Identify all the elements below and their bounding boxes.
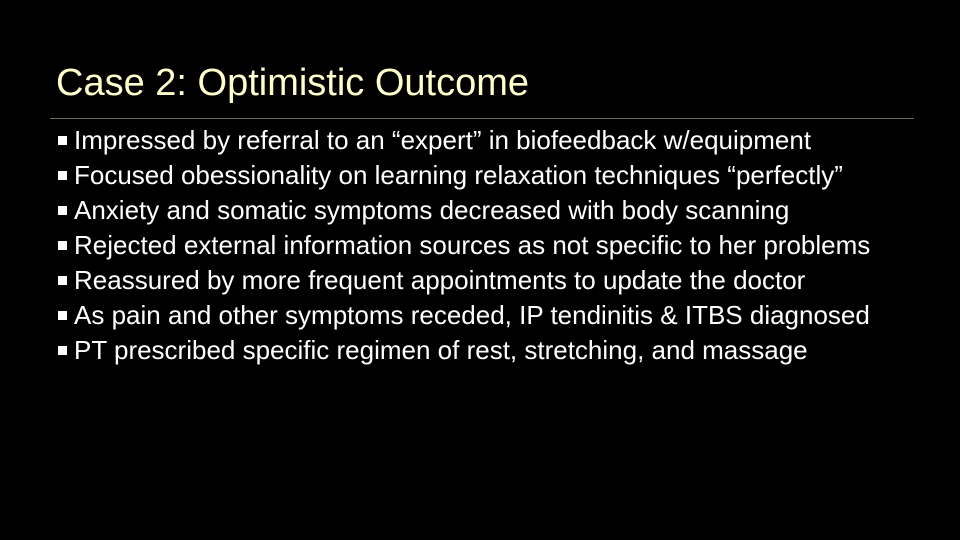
slide-title: Case 2: Optimistic Outcome: [56, 62, 530, 104]
bullet-text: PT prescribed specific regimen of rest, stretching, and massage: [74, 335, 808, 365]
square-bullet-icon: [58, 136, 67, 145]
bullet-item: [56, 126, 936, 155]
bullet-item: [56, 161, 936, 190]
square-bullet-icon: [58, 241, 67, 250]
bullet-text: Anxiety and somatic symptoms decreased with body scanning: [74, 195, 790, 225]
square-bullet-icon: [58, 206, 67, 215]
bullet-text: Rejected external information sources as not specific to her problems: [74, 230, 871, 260]
bullet-item: [56, 301, 936, 330]
bullet-text: Reassured by more frequent appointments to update the doctor: [74, 265, 806, 295]
bullet-item: [56, 231, 936, 260]
square-bullet-icon: [58, 311, 67, 320]
title-divider: [50, 118, 914, 119]
square-bullet-icon: [58, 346, 67, 355]
bullet-list: [56, 126, 936, 371]
bullet-item: [56, 196, 936, 225]
square-bullet-icon: [58, 171, 67, 180]
bullet-item: [56, 266, 936, 295]
bullet-text: Focused obessionality on learning relaxation techniques “perfectly”: [74, 160, 843, 190]
bullet-item: [56, 336, 936, 365]
bullet-text: Impressed by referral to an “expert” in biofeedback w/equipment: [74, 125, 812, 155]
square-bullet-icon: [58, 276, 67, 285]
bullet-text: As pain and other symptoms receded, IP tendinitis & ITBS diagnosed: [74, 300, 870, 330]
